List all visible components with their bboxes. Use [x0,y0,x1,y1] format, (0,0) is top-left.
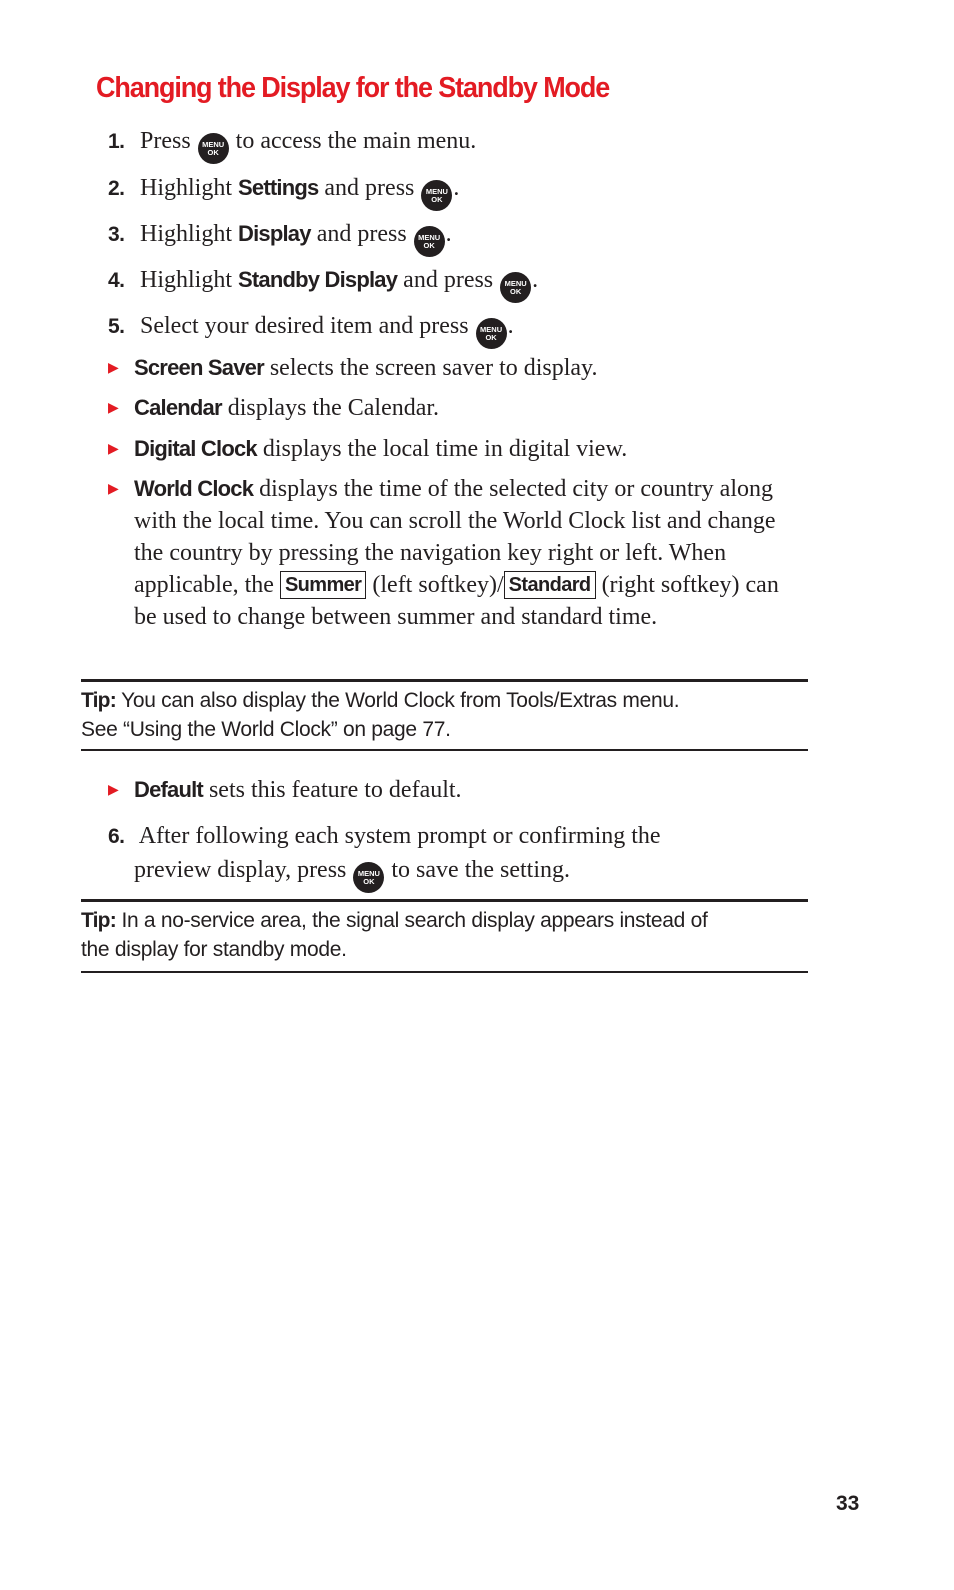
step-1 [108,125,476,164]
softkey-standard: Standard [504,571,596,599]
step-text: and press [324,175,415,201]
option-term: Default [134,777,203,802]
step-text: and press [403,267,494,293]
step-number: 6. [108,825,125,848]
page-number: 33 [836,1492,860,1515]
tip-text: the display for standby mode. [81,938,347,961]
bullet-item [108,473,798,633]
bullet-item [108,774,798,806]
triangle-bullet-icon: ▶ [108,441,119,457]
bullet-item [108,352,798,384]
tip-box [81,679,808,751]
step-number: 3. [108,223,125,246]
softkey-summer: Summer [280,571,366,599]
tip-label: Tip: [81,689,116,712]
option-description: (right softkey) can be used to change between summer and standard time. [134,572,779,630]
step-5: 5. Select your desired item and press MENU OK . [108,310,514,349]
step-text: to access the main menu. [235,128,477,154]
step-text: Highlight [140,267,233,293]
tip-text: You can also display the World Clock from Tools/Extras menu. [121,689,680,712]
step-6-continued [134,854,570,893]
option-term: Screen Saver [134,355,264,380]
menu-ok-key-icon: MENU OK [353,862,384,893]
step-text: Highlight [140,175,233,201]
triangle-bullet-icon: ▶ [108,360,119,376]
menu-ok-key-icon: MENU OK [198,133,229,164]
option-description: (left softkey)/ [372,572,504,598]
step-text: After following each system prompt or confirming the [138,823,661,849]
step-text: to save the setting. [391,857,571,883]
option-description: selects the screen saver to display. [269,355,598,381]
menu-term-standby-display: Standby Display [238,267,398,292]
option-description: displays the time of the selected city or country along with the local time. You can scroll the World Clock list and change the country by pressing the navigation key right or left. When applicable, the [134,476,776,598]
step-number: 5. [108,315,125,338]
step-number: 4. [108,269,125,292]
triangle-bullet-icon: ▶ [108,400,119,416]
section-heading: Changing the Display for the Standby Mode [96,72,610,104]
menu-ok-key-icon: MENU OK [500,272,531,303]
step-text: Highlight [140,221,233,247]
tip-text: See “Using the World Clock” on page 77. [81,718,451,741]
option-term: Calendar [134,395,222,420]
step-text: Select your desired item and press [140,313,469,339]
option-description: displays the Calendar. [227,395,440,421]
triangle-bullet-icon: ▶ [108,481,119,497]
menu-ok-key-icon: MENU OK [414,226,445,257]
tip-box [81,899,808,973]
step-number: 1. [108,130,125,153]
menu-ok-key-icon: MENU OK [421,180,452,211]
step-2: 2. Highlight Settings and press MENU OK . [108,171,459,211]
step-3: 3. Highlight Display and press MENU OK . [108,217,452,257]
tip-label: Tip: [81,909,116,932]
step-4: 4. Highlight Standby Display and press MENU OK . [108,263,538,303]
option-description: sets this feature to default. [208,777,462,803]
step-number: 2. [108,177,125,200]
menu-ok-key-icon: MENU OK [476,318,507,349]
bullet-item [108,433,798,465]
menu-term-display: Display [238,221,311,246]
step-text: and press [316,221,407,247]
menu-term-settings: Settings [238,175,319,200]
triangle-bullet-icon: ▶ [108,782,119,798]
step-6 [108,820,661,853]
option-term: World Clock [134,476,254,501]
step-text: Press [140,128,191,154]
option-description: displays the local time in digital view. [262,436,628,462]
tip-text: In a no-service area, the signal search display appears instead of [121,909,708,932]
bullet-item [108,392,798,424]
step-text: preview display, press [134,857,347,883]
option-term: Digital Clock [134,436,257,461]
